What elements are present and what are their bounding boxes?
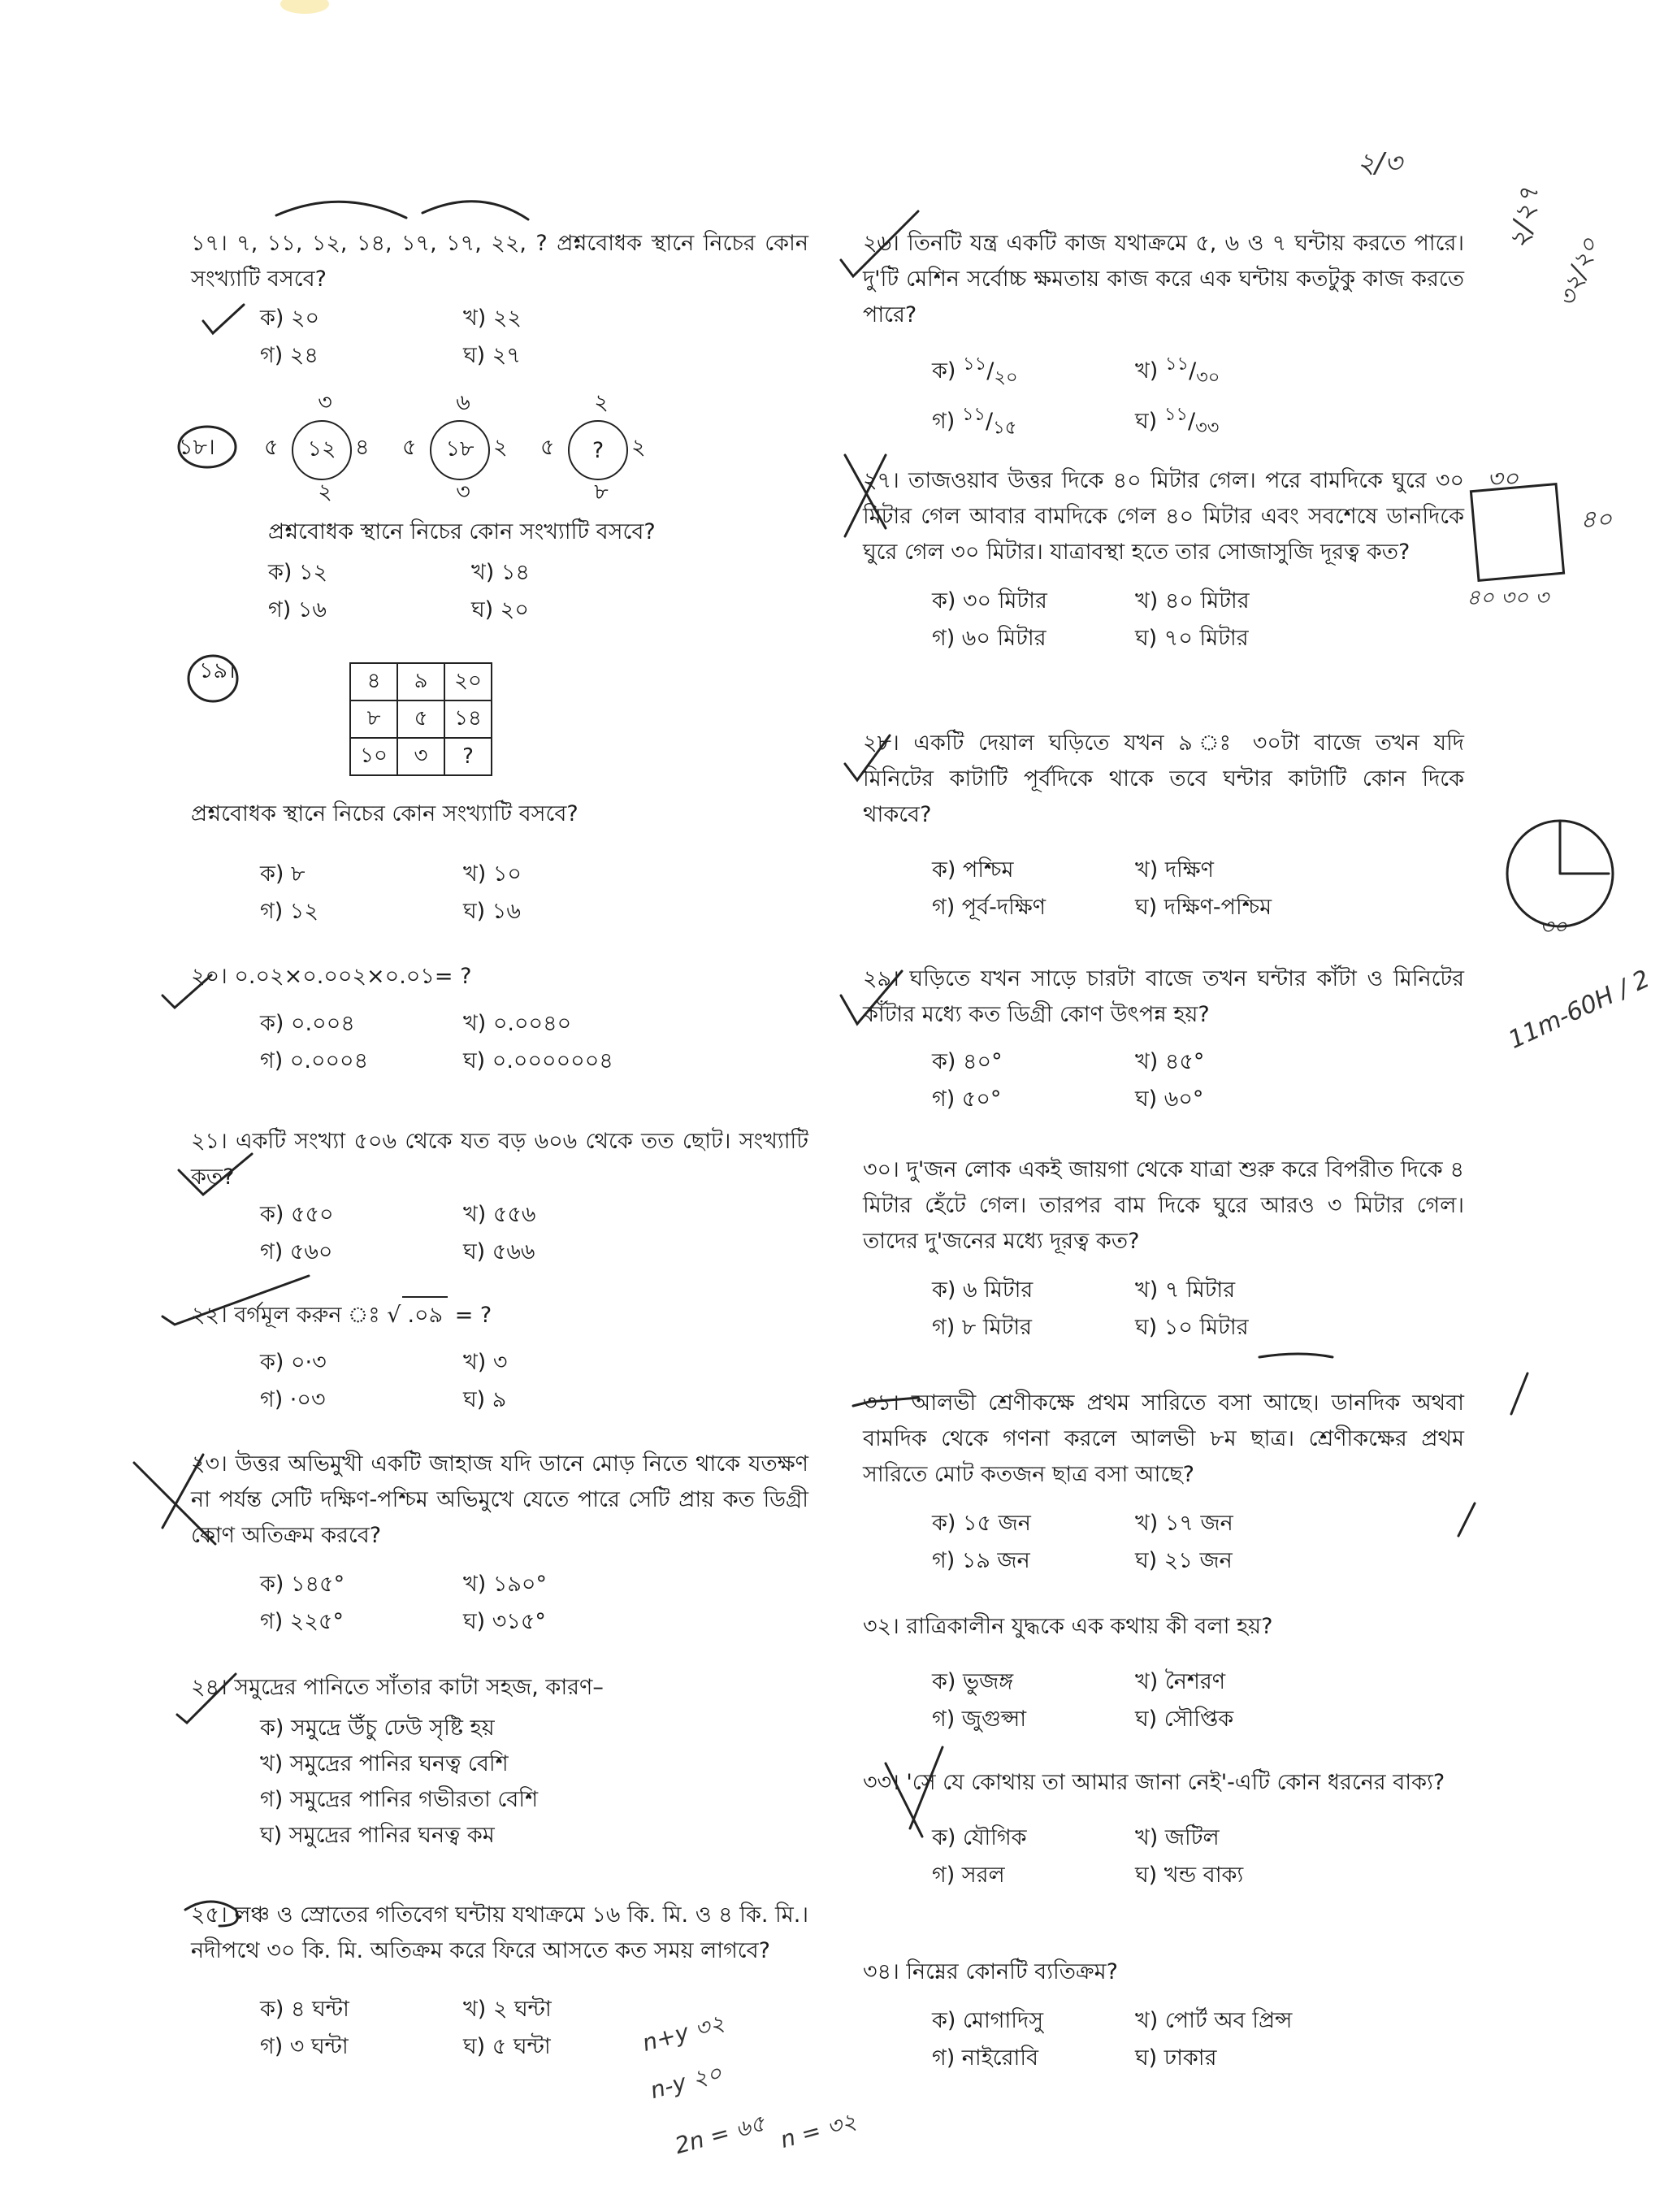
- question-30: [863, 1152, 1464, 1344]
- question-28: [863, 726, 1464, 924]
- question-33-stem: ৩৩। 'সে যে কোথায় তা আমার জানা নেই'-এটি কোন ধরনের বাক্য?: [863, 1770, 1445, 1795]
- q26-option-ka[interactable]: ক) $^{১১}/_{২০}$: [932, 353, 1018, 388]
- grid-cell: ৪: [350, 663, 397, 700]
- grid-cell: ৮: [350, 700, 397, 738]
- handwritten-note: ২/২৭: [1502, 184, 1546, 252]
- question-27: [863, 463, 1464, 655]
- handwritten-note: n+y ৩২: [639, 2009, 728, 2057]
- question-20: [191, 959, 808, 1078]
- q34-option-gha[interactable]: ঘ) ঢাকার: [1135, 2045, 1217, 2071]
- question-21: [191, 1124, 808, 1269]
- q19-option-ka[interactable]: ক) ৮: [260, 861, 306, 887]
- question-22-stem: [191, 1296, 808, 1334]
- question-22-stem-end: = ?: [454, 1303, 492, 1328]
- fraction-denominator: ২০: [994, 366, 1018, 388]
- q31-option-ka[interactable]: ক) ১৫ জন: [932, 1511, 1031, 1536]
- handwritten-note: 11m-60H / 2: [1504, 965, 1654, 1055]
- circle-1-bottom: ২: [318, 479, 332, 505]
- circle-3-left: ৫: [540, 435, 555, 460]
- q24-option-ka[interactable]: ক) সমুদ্রে উঁচু ঢেউ সৃষ্টি হয়: [260, 1715, 495, 1741]
- q20-option-kha[interactable]: খ) ০.০০৪০: [463, 1011, 572, 1036]
- q20-option-ka[interactable]: ক) ০.০০৪: [260, 1011, 355, 1036]
- q34-option-kha[interactable]: খ) পোর্ট অব প্রিন্স: [1135, 2008, 1293, 2033]
- fraction-numerator: ১১: [1164, 404, 1189, 426]
- sqrt-radicand: .০৯: [402, 1296, 448, 1334]
- question-29: [863, 961, 1464, 1116]
- circle-group-1: [264, 386, 378, 508]
- question-19-stem: প্রশ্নবোধক স্থানে নিচের কোন সংখ্যাটি বসবে?: [191, 801, 578, 826]
- q18-option-ka[interactable]: ক) ১২: [268, 560, 328, 585]
- q18-option-ga[interactable]: গ) ১৬: [268, 597, 327, 622]
- clock-hand: [1560, 821, 1609, 874]
- question-23: [191, 1446, 808, 1638]
- fraction-denominator: ১৫: [993, 417, 1017, 439]
- question-34: [863, 1954, 1464, 2075]
- grid-cell: ৯: [397, 663, 444, 700]
- fraction-numerator: ১১: [963, 353, 987, 375]
- q25-option-gha[interactable]: ঘ) ৫ ঘন্টা: [463, 2034, 551, 2059]
- q27-option-kha[interactable]: খ) ৪০ মিটার: [1135, 588, 1250, 614]
- question-32: [863, 1609, 1464, 1736]
- q17-option-kha[interactable]: খ) ২২: [463, 306, 522, 331]
- q26-option-gha[interactable]: ঘ) $^{১১}/_{৩৩}$: [1135, 404, 1220, 439]
- question-20-stem: ২০। ০.০২×০.০০২×০.০১= ?: [191, 964, 472, 989]
- q31-option-ga[interactable]: গ) ১৯ জন: [932, 1548, 1030, 1573]
- q33-option-kha[interactable]: খ) জটিল: [1135, 1825, 1220, 1850]
- circle-3-bottom: ৮: [594, 479, 609, 505]
- q29-option-ga[interactable]: গ) ৫০°: [932, 1086, 1002, 1112]
- q20-option-ga[interactable]: গ) ০.০০০৪: [260, 1048, 369, 1073]
- q25-option-kha[interactable]: খ) ২ ঘন্টা: [463, 1997, 552, 2022]
- handwritten-note: 2n = ৬৫: [672, 2109, 769, 2160]
- question-26-stem: ২৬। তিনটি যন্ত্র একটি কাজ যথাক্রমে ৫, ৬ ও ৭ ঘন্টায় করতে পারে। দু'টি মেশিন সর্বোচ্চ ক্ষমতায় কাজ করে এক ঘন্টায় কতটুকু কাজ করতে পারে?: [863, 231, 1464, 327]
- q18-option-gha[interactable]: ঘ) ২০: [471, 597, 529, 622]
- number-grid: [349, 662, 492, 776]
- option-label: গ): [932, 409, 956, 435]
- q33-option-ga[interactable]: গ) সরল: [932, 1863, 1005, 1888]
- handwritten-note: ৩০: [1540, 915, 1567, 939]
- question-34-stem: ৩৪। নিম্নের কোনটি ব্যতিক্রম?: [863, 1959, 1118, 1984]
- q34-option-ka[interactable]: ক) মোগাদিসু: [932, 2008, 1044, 2033]
- option-label: ক): [932, 358, 956, 384]
- grid-cell: ৩: [397, 738, 444, 775]
- question-27-stem: ২৭। তাজওয়াব উত্তর দিকে ৪০ মিটার গেল। পরে বামদিকে ঘুরে ৩০ মিটার গেল আবার বামদিকে গেল ৪০ মিটার এবং সবশেষে ডানদিকে ঘুরে গেল ৩০ মিটার। যাত্রাবস্থা হতে তার সোজাসুজি দূরত্ব কত?: [863, 468, 1464, 565]
- circle-3-top: ২: [594, 390, 609, 415]
- question-23-stem: ২৩। উত্তর অভিমুখী একটি জাহাজ যদি ডানে মোড় নিতে থাকে যতক্ষণ না পর্যন্ত সেটি দক্ষিণ-পশ্চিম অভিমুখে যেতে পারে সেটি প্রায় কত ডিগ্রী কোণ অতিক্রম করবে?: [191, 1451, 808, 1548]
- question-30-stem: ৩০। দু'জন লোক একই জায়গা থেকে যাত্রা শুরু করে বিপরীত দিকে ৪ মিটার হেঁটে গেল। তারপর বাম দিকে ঘুরে আরও ৩ মিটার গেল। তাদের দু'জনের মধ্যে দূরত্ব কত?: [863, 1157, 1464, 1254]
- option-label: ঘ): [1135, 409, 1158, 435]
- q29-option-gha[interactable]: ঘ) ৬০°: [1135, 1086, 1204, 1112]
- q32-option-ga[interactable]: গ) জুগুপ্সা: [932, 1707, 1027, 1732]
- q26-option-kha[interactable]: খ) $^{১১}/_{৩০}$: [1135, 353, 1220, 388]
- q25-option-ga[interactable]: গ) ৩ ঘন্টা: [260, 2034, 349, 2059]
- handwritten-note: ৪০: [1580, 505, 1612, 534]
- q27-option-gha[interactable]: ঘ) ৭০ মিটার: [1135, 626, 1249, 651]
- sqrt-symbol: √: [387, 1303, 401, 1328]
- q26-option-ga[interactable]: গ) $^{১১}/_{১৫}$: [932, 404, 1017, 439]
- q19-option-kha[interactable]: খ) ১০: [463, 861, 522, 887]
- circle-2-bottom: ৩: [456, 479, 470, 505]
- q24-option-gha[interactable]: ঘ) সমুদ্রের পানির ঘনত্ব কম: [260, 1823, 495, 1848]
- q23-option-gha[interactable]: ঘ) ৩১৫°: [463, 1609, 546, 1634]
- q21-option-ka[interactable]: ক) ৫৫০: [260, 1202, 334, 1227]
- q17-option-gha[interactable]: ঘ) ২৭: [463, 343, 521, 368]
- grid-cell: ১০: [350, 738, 397, 775]
- question-28-stem: ২৮। একটি দেয়াল ঘড়িতে যখন ৯ ঃ ৩০টা বাজে তখন যদি মিনিটের কাটাটি পূর্বদিকে থাকে তবে ঘন্টার কাটাটি কোন দিকে থাকবে?: [863, 731, 1464, 827]
- q32-option-ka[interactable]: ক) ভুজঙ্গ: [932, 1669, 1014, 1694]
- q18-option-kha[interactable]: খ) ১৪: [471, 560, 530, 585]
- question-18-stem: প্রশ্নবোধক স্থানে নিচের কোন সংখ্যাটি বসবে?: [268, 519, 656, 544]
- question-24: [191, 1670, 808, 1852]
- circle-group-3: [540, 386, 654, 508]
- q34-option-ga[interactable]: গ) নাইরোবি: [932, 2045, 1039, 2071]
- circle-3-center: ?: [568, 420, 628, 480]
- circle-3-right: ২: [631, 435, 646, 460]
- grid-cell: ৫: [397, 700, 444, 738]
- question-26: [863, 226, 1464, 445]
- q27-option-ka[interactable]: ক) ৩০ মিটার: [932, 588, 1047, 614]
- q23-option-kha[interactable]: খ) ১৯০°: [463, 1572, 547, 1597]
- question-31-stem: ৩১। আলভী শ্রেণীকক্ষে প্রথম সারিতে বসা আছে। ডানদিক অথবা বামদিক থেকে গণনা করলে আলভী ৮ম ছাত্র। শ্রেণীকক্ষের প্রথম সারিতে মোট কতজন ছাত্র বসা আছে?: [863, 1390, 1464, 1487]
- circle-2-center: ১৮: [430, 420, 490, 480]
- question-24-stem: ২৪। সমুদ্রের পানিতে সাঁতার কাটা সহজ, কারণ–: [191, 1675, 604, 1700]
- question-32-stem: ৩২। রাত্রিকালীন যুদ্ধকে এক কথায় কী বলা হয়?: [863, 1614, 1273, 1639]
- question-25-stem: ২৫। লঞ্চ ও স্রোতের গতিবেগ ঘন্টায় যথাক্রমে ১৬ কি. মি. ও ৪ কি. মি.। নদীপথে ৩০ কি. মি. অতিক্রম করে ফিরে আসতে কত সময় লাগবে?: [191, 1902, 808, 1963]
- question-29-stem: ২৯। ঘড়িতে যখন সাড়ে চারটা বাজে তখন ঘন্টার কাঁটা ও মিনিটের কাঁটার মধ্যে কত ডিগ্রী কোণ উৎপন্ন হয়?: [863, 966, 1464, 1027]
- q28-option-ka[interactable]: ক) পশ্চিম: [932, 857, 1014, 883]
- q29-option-ka[interactable]: ক) ৪০°: [932, 1049, 1003, 1074]
- q22-option-ga[interactable]: গ) ·০৩: [260, 1387, 326, 1412]
- q22-option-ka[interactable]: ক) ০·৩: [260, 1350, 327, 1375]
- q30-option-ka[interactable]: ক) ৬ মিটার: [932, 1277, 1034, 1303]
- q17-option-ga[interactable]: গ) ২৪: [260, 343, 318, 368]
- circle-1-right: ৪: [355, 435, 370, 460]
- fraction-numerator: ১১: [961, 404, 986, 426]
- q32-option-gha[interactable]: ঘ) সৌপ্তিক: [1135, 1707, 1234, 1732]
- q24-option-ga[interactable]: গ) সমুদ্রের পানির গভীরতা বেশি: [260, 1787, 539, 1812]
- q21-option-kha[interactable]: খ) ৫৫৬: [463, 1202, 536, 1227]
- number-circles: [179, 386, 808, 508]
- q33-option-gha[interactable]: ঘ) খন্ড বাক্য: [1135, 1863, 1244, 1888]
- stain-mark: [280, 0, 329, 14]
- q30-option-kha[interactable]: খ) ৭ মিটার: [1135, 1277, 1236, 1303]
- arc-mark: [276, 202, 406, 218]
- q25-option-ka[interactable]: ক) ৪ ঘন্টা: [260, 1997, 349, 2022]
- circle-group-2: [402, 386, 516, 508]
- question-22: [191, 1296, 808, 1416]
- circle-2-top: ৬: [456, 390, 470, 415]
- option-label: খ): [1135, 358, 1159, 384]
- underline-mark: [1259, 1354, 1332, 1357]
- q27-option-ga[interactable]: গ) ৬০ মিটার: [932, 626, 1046, 651]
- q21-option-ga[interactable]: গ) ৫৬০: [260, 1239, 333, 1264]
- pen-stroke: [1511, 1373, 1528, 1414]
- q31-option-kha[interactable]: খ) ১৭ জন: [1135, 1511, 1233, 1536]
- question-17-stem: ১৭। ৭, ১১, ১২, ১৪, ১৭, ১৭, ২২, ? প্রশ্নবোধক স্থানে নিচের কোন সংখ্যাটি বসবে?: [191, 231, 808, 292]
- q20-option-gha[interactable]: ঘ) ০.০০০০০০৪: [463, 1048, 613, 1073]
- grid-cell: ১৪: [444, 700, 492, 738]
- question-22-stem-text: ২২। বর্গমূল করুন ঃ: [191, 1303, 380, 1328]
- q29-option-kha[interactable]: খ) ৪৫°: [1135, 1049, 1205, 1074]
- fraction-denominator: ৩০: [1196, 366, 1220, 388]
- q22-option-gha[interactable]: ঘ) ৯: [463, 1387, 507, 1412]
- question-21-stem: ২১। একটি সংখ্যা ৫০৬ থেকে যত বড় ৬০৬ থেকে তত ছোট। সংখ্যাটি কত?: [191, 1129, 808, 1190]
- question-18-number: ১৮।: [179, 435, 215, 460]
- q21-option-gha[interactable]: ঘ) ৫৬৬: [463, 1239, 535, 1264]
- handwritten-note: ৩২/২০: [1553, 233, 1605, 311]
- q23-option-ga[interactable]: গ) ২২৫°: [260, 1609, 344, 1634]
- handwritten-note: ৩০: [1487, 465, 1519, 493]
- q22-option-kha[interactable]: খ) ৩: [463, 1350, 508, 1375]
- q30-option-ga[interactable]: গ) ৮ মিটার: [932, 1315, 1033, 1340]
- question-18: [179, 386, 808, 627]
- q28-option-kha[interactable]: খ) দক্ষিণ: [1135, 857, 1214, 883]
- q30-option-gha[interactable]: ঘ) ১০ মিটার: [1135, 1315, 1249, 1340]
- question-31: [863, 1386, 1464, 1577]
- q28-option-gha[interactable]: ঘ) দক্ষিণ-পশ্চিম: [1135, 895, 1272, 920]
- handwritten-note: n-y ২০: [647, 2059, 725, 2105]
- grid-cell: ২০: [444, 663, 492, 700]
- q28-option-ga[interactable]: গ) পূর্ব-দক্ষিণ: [932, 895, 1046, 920]
- q32-option-kha[interactable]: খ) নৈশরণ: [1135, 1669, 1226, 1694]
- q19-option-ga[interactable]: গ) ১২: [260, 899, 318, 924]
- q17-option-ka[interactable]: ক) ২০: [260, 306, 320, 331]
- arc-mark: [422, 202, 528, 219]
- fraction-denominator: ৩৩: [1195, 417, 1220, 439]
- question-19-number: ১৯।: [199, 658, 236, 683]
- question-33: [863, 1765, 1464, 1892]
- q31-option-gha[interactable]: ঘ) ২১ জন: [1135, 1548, 1233, 1573]
- handwritten-note: ২/৩: [1357, 147, 1402, 180]
- circle-1-center: ১২: [292, 420, 352, 480]
- q23-option-ka[interactable]: ক) ১৪৫°: [260, 1572, 345, 1597]
- circle-2-left: ৫: [402, 435, 417, 460]
- circle-2-right: ২: [493, 435, 508, 460]
- circle-1-top: ৩: [318, 390, 332, 415]
- grid-cell: ?: [444, 738, 492, 775]
- q19-option-gha[interactable]: ঘ) ১৬: [463, 899, 521, 924]
- handwritten-note: n = ৩২: [777, 2107, 860, 2153]
- question-17: [191, 226, 808, 372]
- handwritten-note: ৪০ ৩০ ৩: [1467, 586, 1549, 610]
- circle-1-left: ৫: [264, 435, 279, 460]
- q24-option-kha[interactable]: খ) সমুদ্রের পানির ঘনত্ব বেশি: [260, 1751, 509, 1776]
- fraction-numerator: ১১: [1164, 353, 1190, 375]
- q33-option-ka[interactable]: ক) যৌগিক: [932, 1825, 1027, 1850]
